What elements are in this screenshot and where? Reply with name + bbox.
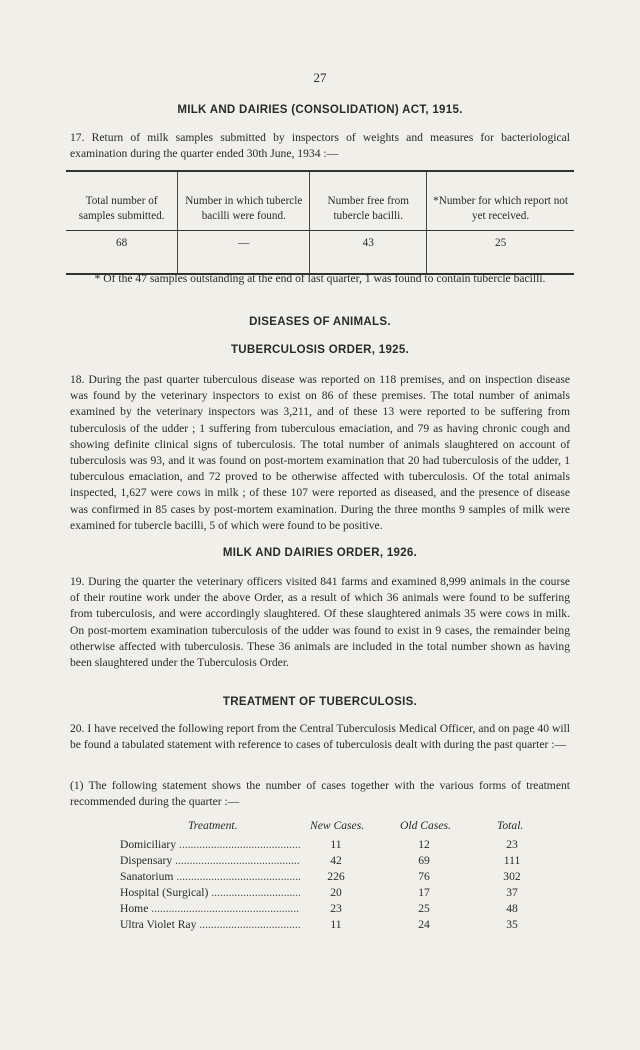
cell-bacilli-found: — bbox=[178, 231, 310, 275]
treatment-header-old: Old Cases. bbox=[400, 819, 451, 832]
samples-table bbox=[66, 170, 574, 275]
heading-milk-act: MILK AND DAIRIES (CONSOLIDATION) ACT, 1915. bbox=[177, 104, 463, 116]
heading-diseases-of-animals: DISEASES OF ANIMALS. bbox=[249, 316, 391, 328]
col-free-of-bacilli: Number free from tubercle bacilli. bbox=[310, 171, 427, 231]
treatment-old-cases: 24 bbox=[418, 918, 430, 931]
cell-total-samples: 68 bbox=[116, 237, 128, 249]
cell-not-received: 25 bbox=[427, 231, 574, 275]
treatment-name: Domiciliary ..... bbox=[120, 838, 300, 851]
heading-treatment-of-tuberculosis: TREATMENT OF TUBERCULOSIS. bbox=[222, 696, 418, 708]
treatment-row bbox=[0, 886, 640, 902]
treatment-new-cases: 226 bbox=[327, 870, 345, 883]
treatment-new-cases: 42 bbox=[330, 854, 342, 867]
treatment-total: 35 bbox=[506, 918, 518, 931]
treatment-name: Ultra Violet Ray ..... bbox=[120, 918, 300, 931]
treatment-row bbox=[0, 902, 640, 918]
treatment-total: 48 bbox=[506, 902, 518, 915]
treatment-name: Dispensary ..... bbox=[120, 854, 300, 867]
samples-table-row bbox=[66, 231, 574, 275]
treatment-name: Home ..... bbox=[120, 902, 300, 915]
cell-free-of-bacilli: 43 bbox=[310, 231, 427, 275]
col-total-samples: Total number of samples submitted. bbox=[66, 171, 178, 231]
paragraph-19: 19. During the quarter the veterinary officers visited 841 farms and examined 8,999 animals in the course of their routine work under the above Order, as a result of which 36 animals were found to be suffering from tuberculosis, and were accordingly slaughtered. Of these slaughtered animals 35 were cows in milk. On post-mortem examination tuberculosis of the udder was found to exist in 9 cases, the remainder being otherwise affected with tuberculosis. These 36 animals are included in the total number shown as having been slaughtered under the Tuberculosis Order. bbox=[70, 575, 570, 670]
treatment-old-cases: 25 bbox=[418, 902, 430, 915]
samples-table-header-row bbox=[66, 171, 574, 231]
treatment-row bbox=[0, 918, 640, 934]
paragraph-20-1: (1) The following statement shows the number of cases together with the various forms of treatment recommended during the quarter :— bbox=[70, 779, 570, 809]
treatment-new-cases: 23 bbox=[330, 902, 342, 915]
treatment-row bbox=[0, 854, 640, 870]
treatment-name: Hospital (Surgical) ..... bbox=[120, 886, 300, 899]
heading-tuberculosis-order: TUBERCULOSIS ORDER, 1925. bbox=[230, 344, 410, 356]
treatment-total: 302 bbox=[503, 870, 521, 883]
treatment-header-new: New Cases. bbox=[310, 819, 365, 832]
col-not-received: *Number for which report not yet received. bbox=[427, 171, 574, 231]
page-number: 27 bbox=[313, 70, 327, 85]
treatment-total: 23 bbox=[506, 838, 518, 851]
treatment-total: 37 bbox=[506, 886, 518, 899]
treatment-total: 111 bbox=[503, 854, 521, 867]
col-bacilli-found: Number in which tubercle bacilli were found. bbox=[178, 171, 310, 231]
treatment-old-cases: 12 bbox=[418, 838, 430, 851]
heading-milk-dairies-order: MILK AND DAIRIES ORDER, 1926. bbox=[222, 547, 418, 559]
paragraph-17: 17. Return of milk samples submitted by inspectors of weights and measures for bacteriological examination during the quarter ended 30th June, 1934 :— bbox=[70, 131, 570, 161]
treatment-row bbox=[0, 870, 640, 886]
footnote: * Of the 47 samples outstanding at the end of last quarter, 1 was found to contain tubercle bacilli. bbox=[94, 272, 546, 285]
treatment-old-cases: 17 bbox=[418, 886, 430, 899]
treatment-new-cases: 11 bbox=[330, 838, 342, 851]
treatment-new-cases: 11 bbox=[330, 918, 342, 931]
treatment-name: Sanatorium ..... bbox=[120, 870, 300, 883]
treatment-old-cases: 69 bbox=[418, 854, 430, 867]
treatment-row bbox=[0, 838, 640, 854]
paragraph-20: 20. I have received the following report from the Central Tuberculosis Medical Officer, and on page 40 will be found a tabulated statement with reference to cases of tuberculosis dealt with during the past quarter :— bbox=[70, 722, 570, 752]
treatment-new-cases: 20 bbox=[330, 886, 342, 899]
treatment-old-cases: 76 bbox=[418, 870, 430, 883]
treatment-header-treatment: Treatment. bbox=[188, 819, 238, 832]
treatment-header-total: Total. bbox=[497, 819, 524, 832]
paragraph-18: 18. During the past quarter tuberculous disease was reported on 118 premises, and on inspection disease was found by the veterinary inspectors to exist on 86 of these premises. The total number of animals examined by the veterinary inspectors was 3,211, and of these 13 were reported to be suffering from tuberculosis of the udder ; 1 suffering from tuberculous emaciation, and 79 as having chronic cough and showing definite clinical signs of tuberculosis. The total number of animals slaughtered on account of tuberculosis was 93, and it was found on post-mortem examination that 20 had tuberculosis of the udder, 1 tuberculous emaciation, and 72 proved to be otherwise affected with tuberculosis. Of the total animals inspected, 1,627 were cows in milk ; of these 107 were reported as diseased, and the presence of disease was confirmed in 85 cases by post-mortem examination. During the three months 9 samples of milk were examined for tubercle bacilli, 5 of which were found to be positive. bbox=[70, 373, 570, 532]
